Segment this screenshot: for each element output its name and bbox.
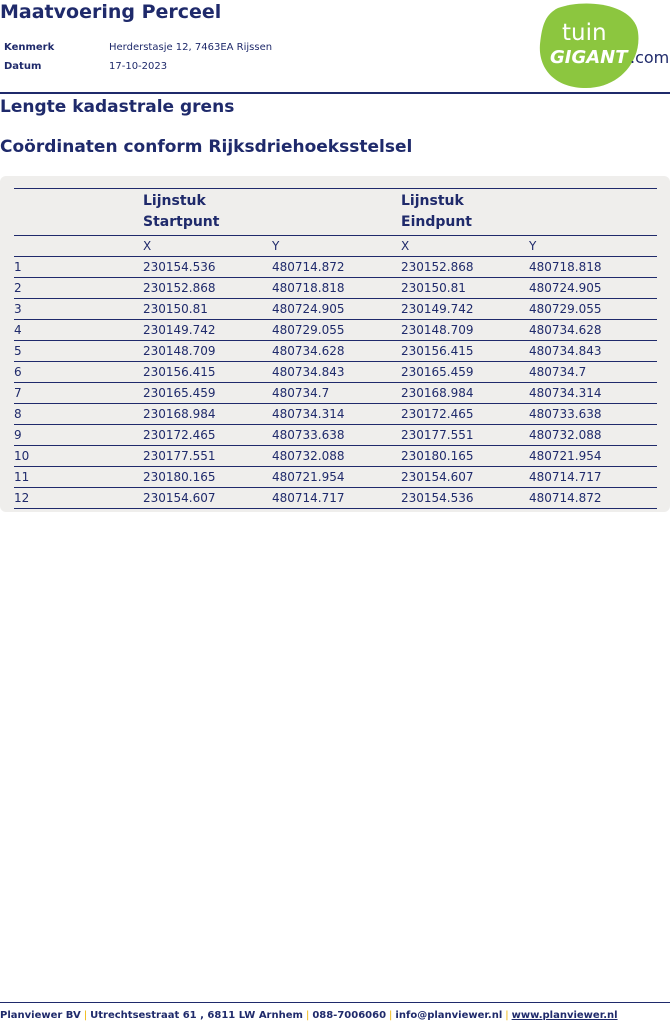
meta-key: Kenmerk <box>4 42 55 53</box>
footer-email-link[interactable]: info@planviewer.nl <box>395 1010 503 1021</box>
end-y-cell: 480718.818 <box>529 260 602 274</box>
start-x-cell: 230156.415 <box>143 365 216 379</box>
start-x-cell: 230172.465 <box>143 428 216 442</box>
section-heading-lengte: Lengte kadastrale grens <box>0 97 235 117</box>
segment-number-cell: 5 <box>14 344 22 358</box>
coordinates-table <box>14 188 657 509</box>
logo-text-tuin: tuin <box>562 20 607 46</box>
table-row <box>14 319 657 340</box>
meta-value: 17-10-2023 <box>109 61 168 72</box>
table-row <box>14 298 657 319</box>
table-row <box>14 382 657 403</box>
table-row <box>14 487 657 508</box>
start-x-cell: 230168.984 <box>143 407 216 421</box>
footer <box>0 1010 618 1021</box>
table-row <box>14 361 657 382</box>
start-y-cell: 480734.628 <box>272 344 345 358</box>
end-x-cell: 230177.551 <box>401 428 474 442</box>
axis-end-x: X <box>401 239 410 253</box>
section-heading-coordinaten: Coördinaten conform Rijksdriehoeksstelsel <box>0 137 413 157</box>
footer-divider <box>0 1002 670 1003</box>
segment-number-cell: 1 <box>14 260 22 274</box>
segment-number-cell: 2 <box>14 281 22 295</box>
table-row <box>14 256 657 277</box>
segment-number-cell: 9 <box>14 428 22 442</box>
meta-block <box>4 38 272 76</box>
start-y-cell: 480718.818 <box>272 281 345 295</box>
end-x-cell: 230154.607 <box>401 470 474 484</box>
header-startpunt-line2: Startpunt <box>143 214 220 230</box>
header-divider <box>0 92 670 94</box>
start-y-cell: 480729.055 <box>272 323 345 337</box>
axis-start-y: Y <box>272 239 280 253</box>
start-y-cell: 480721.954 <box>272 470 345 484</box>
axis-end-y: Y <box>529 239 537 253</box>
end-x-cell: 230154.536 <box>401 491 474 505</box>
table-bottom-rule <box>14 508 657 509</box>
start-x-cell: 230165.459 <box>143 386 216 400</box>
start-y-cell: 480734.843 <box>272 365 345 379</box>
footer-address: Utrechtsestraat 61 , 6811 LW Arnhem <box>90 1010 303 1021</box>
header-eindpunt-line1: Lijnstuk <box>401 193 464 209</box>
segment-number-cell: 6 <box>14 365 22 379</box>
end-x-cell: 230152.868 <box>401 260 474 274</box>
table-row <box>14 424 657 445</box>
end-y-cell: 480732.088 <box>529 428 602 442</box>
footer-separator: | <box>83 1010 88 1021</box>
table-header <box>14 189 657 235</box>
end-y-cell: 480724.905 <box>529 281 602 295</box>
start-y-cell: 480732.088 <box>272 449 345 463</box>
segment-number-cell: 4 <box>14 323 22 337</box>
segment-number-cell: 11 <box>14 470 30 484</box>
footer-separator: | <box>505 1010 509 1021</box>
start-x-cell: 230154.607 <box>143 491 216 505</box>
meta-key: Datum <box>4 61 42 72</box>
table-body <box>14 256 657 508</box>
end-y-cell: 480734.843 <box>529 344 602 358</box>
header-eindpunt <box>401 191 657 233</box>
end-y-cell: 480734.314 <box>529 386 602 400</box>
footer-website-link[interactable]: www.planviewer.nl <box>511 1010 618 1021</box>
header-eindpunt-line2: Eindpunt <box>401 214 472 230</box>
start-y-cell: 480733.638 <box>272 428 345 442</box>
logo-text-suffix: .com <box>630 48 670 67</box>
tuingigant-logo <box>536 2 670 90</box>
end-x-cell: 230149.742 <box>401 302 474 316</box>
axis-start-x: X <box>143 239 152 253</box>
start-y-cell: 480724.905 <box>272 302 345 316</box>
footer-company: Planviewer BV <box>0 1010 81 1021</box>
end-y-cell: 480714.872 <box>529 491 602 505</box>
segment-number-cell: 8 <box>14 407 22 421</box>
table-row <box>14 466 657 487</box>
end-x-cell: 230165.459 <box>401 365 474 379</box>
segment-number-cell: 12 <box>14 491 30 505</box>
end-y-cell: 480729.055 <box>529 302 602 316</box>
end-x-cell: 230150.81 <box>401 281 466 295</box>
start-x-cell: 230154.536 <box>143 260 216 274</box>
table-row <box>14 445 657 466</box>
footer-separator: | <box>305 1010 310 1021</box>
start-y-cell: 480734.7 <box>272 386 330 400</box>
page-title: Maatvoering Perceel <box>0 1 222 23</box>
meta-row-datum <box>4 57 272 76</box>
table-row <box>14 403 657 424</box>
footer-separator: | <box>389 1010 393 1021</box>
start-x-cell: 230148.709 <box>143 344 216 358</box>
coordinates-panel <box>0 176 670 512</box>
end-y-cell: 480714.717 <box>529 470 602 484</box>
meta-row-kenmerk <box>4 38 272 57</box>
start-x-cell: 230150.81 <box>143 302 208 316</box>
end-y-cell: 480721.954 <box>529 449 602 463</box>
start-y-cell: 480714.717 <box>272 491 345 505</box>
start-y-cell: 480714.872 <box>272 260 345 274</box>
start-y-cell: 480734.314 <box>272 407 345 421</box>
logo-text-gigant: GIGANT <box>550 47 628 68</box>
end-x-cell: 230168.984 <box>401 386 474 400</box>
header-startpunt-line1: Lijnstuk <box>143 193 206 209</box>
segment-number-cell: 3 <box>14 302 22 316</box>
start-x-cell: 230152.868 <box>143 281 216 295</box>
table-axis-row <box>14 235 657 256</box>
start-x-cell: 230149.742 <box>143 323 216 337</box>
end-y-cell: 480733.638 <box>529 407 602 421</box>
end-y-cell: 480734.7 <box>529 365 587 379</box>
end-x-cell: 230180.165 <box>401 449 474 463</box>
table-row <box>14 340 657 361</box>
header-startpunt <box>143 191 401 233</box>
end-x-cell: 230148.709 <box>401 323 474 337</box>
table-row <box>14 277 657 298</box>
start-x-cell: 230180.165 <box>143 470 216 484</box>
footer-phone: 088-7006060 <box>312 1010 387 1021</box>
end-x-cell: 230172.465 <box>401 407 474 421</box>
segment-number-cell: 10 <box>14 449 30 463</box>
meta-value: Herderstasje 12, 7463EA Rijssen <box>109 42 273 53</box>
segment-number-cell: 7 <box>14 386 22 400</box>
end-x-cell: 230156.415 <box>401 344 474 358</box>
end-y-cell: 480734.628 <box>529 323 602 337</box>
start-x-cell: 230177.551 <box>143 449 216 463</box>
